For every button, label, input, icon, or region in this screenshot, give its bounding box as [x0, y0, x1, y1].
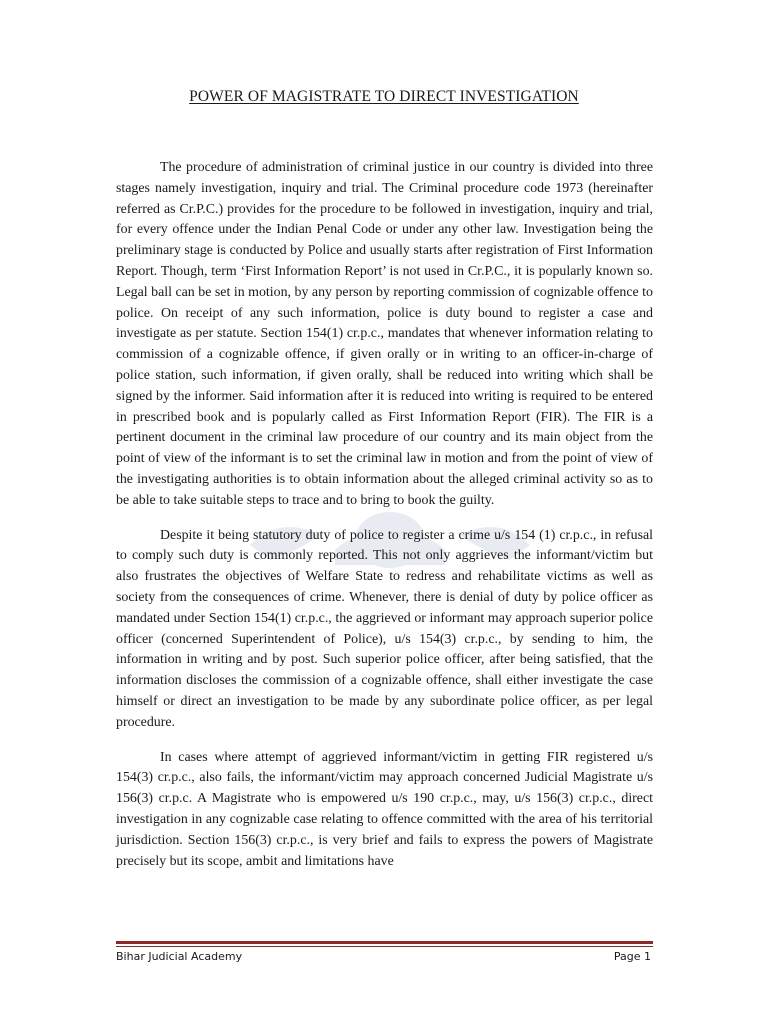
document-body: [116, 158, 653, 886]
paragraph-1: The procedure of administration of criminal justice in our country is divided into three stages namely investigation, inquiry and trial. The Criminal procedure code 1973 (hereinafter referred as Cr.P.C.) provides for the procedure to be followed in investigation, inquiry and trial, for every offence under the Indian Penal Code or under any other law. Investigation being the preliminary stage is conducted by Police and usually starts after registration of First Information Report. Though, term ‘First Information Report’ is not used in Cr.P.C., it is popularly known so. Legal ball can be set in motion, by any person by reporting commission of cognizable offence to police. On receipt of any such information, police is duty bound to register a case and investigate as per statute. Section 154(1) cr.p.c., mandates that whenever information relating to commission of a cognizable offence, if given orally or in writing to an officer-in-charge of police station, such information, if given orally, shall be reduced into writing which shall be signed by the informer. Said information after it is reduced into writing is required to be entered in prescribed book and is popularly called as First Information Report (FIR). The FIR is a pertinent document in the criminal law procedure of our country and its main object from the point of view of the informant is to set the criminal law in motion and from the point of view of the investigating authorities is to obtain information about the alleged criminal activity so as to be able to take suitable steps to trace and to bring to book the guilty.: [116, 160, 653, 508]
page-title: POWER OF MAGISTRATE TO DIRECT INVESTIGATION: [189, 88, 579, 105]
paragraph-3: In cases where attempt of aggrieved informant/victim in getting FIR registered u/s 154(3) cr.p.c., also fails, the informant/victim may approach concerned Judicial Magistrate u/s 156(3) cr.p.c. A Magistrate who is empowered u/s 190 cr.p.c., may, u/s 156(3) cr.p.c., direct investigation in any cognizable case relating to offence committed with the area of his territorial jurisdiction. Section 156(3) cr.p.c., is very brief and fails to express the powers of Magistrate precisely but its scope, ambit and limitations have: [116, 749, 653, 869]
footer-rule-thin: [116, 946, 653, 947]
footer-page-number: Page 1: [613, 950, 651, 963]
footer-rule-thick: [116, 941, 653, 944]
paragraph-2: Despite it being statutory duty of police to register a crime u/s 154 (1) cr.p.c., in refusal to comply such duty is commonly reported. This not only aggrieves the informant/victim but also frustrates the objectives of Welfare State to redress and rehabilitate victims as well as society from the consequences of crime. Whenever, there is denial of duty by police officer as mandated under Section 154(1) cr.p.c., the aggrieved or informant may approach superior police officer (concerned Superintendent of Police), u/s 154(3) cr.p.c., by sending to him, the information in writing and by post. Such superior police officer, after being satisfied, that the information discloses the commission of a cognizable offence, shall either investigate the case himself or direct an investigation to be made by any subordinate police officer, as per legal procedure.: [116, 527, 653, 730]
footer-organization: Bihar Judicial Academy: [116, 950, 243, 963]
